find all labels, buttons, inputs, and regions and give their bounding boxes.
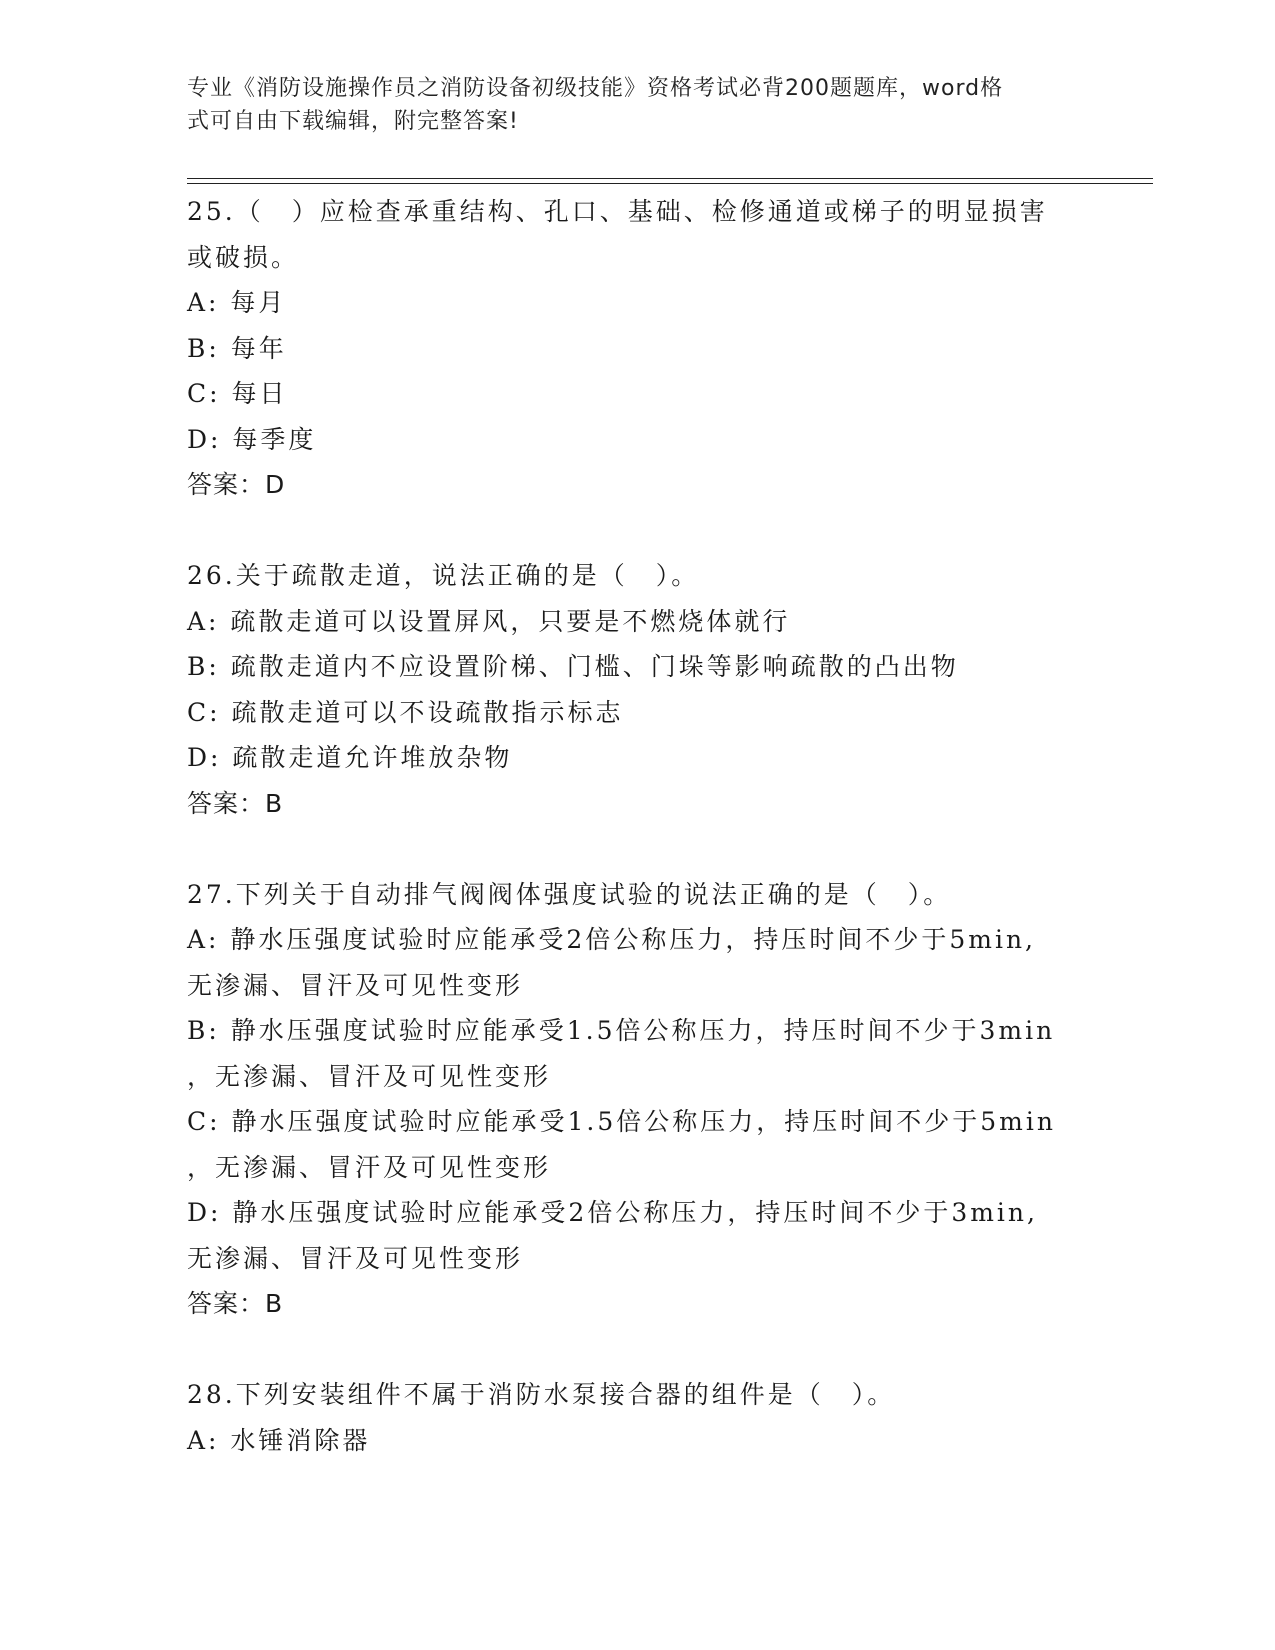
- option-c: C: 静水压强度试验时应能承受1.5倍公称压力，持压时间不少于5min: [187, 1107, 1056, 1136]
- answer: 答案：B: [187, 788, 284, 818]
- option-d: D: 每季度: [187, 424, 317, 454]
- option-a: A: 水锤消除器: [187, 1425, 371, 1455]
- option-d: D: 静水压强度试验时应能承受2倍公称压力，持压时间不少于3min,: [187, 1198, 1038, 1227]
- option-c: C: 疏散走道可以不设疏散指示标志: [187, 697, 624, 727]
- option-b-continued: ，无渗漏、冒汗及可见性变形: [187, 1061, 552, 1091]
- question-stem: 28.下列安装组件不属于消防水泵接合器的组件是（ ）。: [187, 1380, 896, 1409]
- option-b: B: 每年: [187, 333, 287, 363]
- spacer: [187, 826, 1087, 872]
- question-list: [187, 189, 1087, 1463]
- option-b: B: 疏散走道内不应设置阶梯、门槛、门垛等影响疏散的凸出物: [187, 652, 959, 681]
- answer: 答案：B: [187, 1289, 284, 1318]
- header-divider-bottom: [187, 183, 1153, 184]
- spacer: [187, 508, 1087, 554]
- option-d-continued: 无渗漏、冒汗及可见性变形: [187, 1243, 524, 1273]
- question-25: [187, 189, 1087, 508]
- option-c-continued: ，无渗漏、冒汗及可见性变形: [187, 1152, 552, 1182]
- document-header: [187, 72, 1067, 138]
- answer: 答案：D: [187, 470, 286, 499]
- option-a-continued: 无渗漏、冒汗及可见性变形: [187, 970, 524, 1000]
- question-stem-continued: 或破损。: [187, 242, 300, 272]
- spacer: [187, 1327, 1087, 1373]
- option-a: A: 静水压强度试验时应能承受2倍公称压力，持压时间不少于5min,: [187, 925, 1036, 954]
- question-stem: 27.下列关于自动排气阀阀体强度试验的说法正确的是（ ）。: [187, 879, 952, 909]
- option-a: A: 疏散走道可以设置屏风，只要是不燃烧体就行: [187, 606, 791, 636]
- header-divider-top: [187, 178, 1153, 179]
- question-28: [187, 1372, 1087, 1463]
- option-a: A: 每月: [187, 288, 287, 317]
- header-line-2: 式可自由下载编辑，附完整答案!: [187, 109, 519, 134]
- option-b: B: 静水压强度试验时应能承受1.5倍公称压力，持压时间不少于3min: [187, 1016, 1056, 1045]
- option-c: C: 每日: [187, 379, 288, 408]
- question-stem: 25.（ ）应检查承重结构、孔口、基础、检修通道或梯子的明显损害: [187, 197, 1048, 226]
- question-26: [187, 553, 1087, 826]
- option-d: D: 疏散走道允许堆放杂物: [187, 743, 513, 772]
- header-line-1: 专业《消防设施操作员之消防设备初级技能》资格考试必背200题题库，word格: [187, 76, 1004, 101]
- question-stem: 26.关于疏散走道，说法正确的是（ ）。: [187, 561, 700, 590]
- question-27: [187, 872, 1087, 1327]
